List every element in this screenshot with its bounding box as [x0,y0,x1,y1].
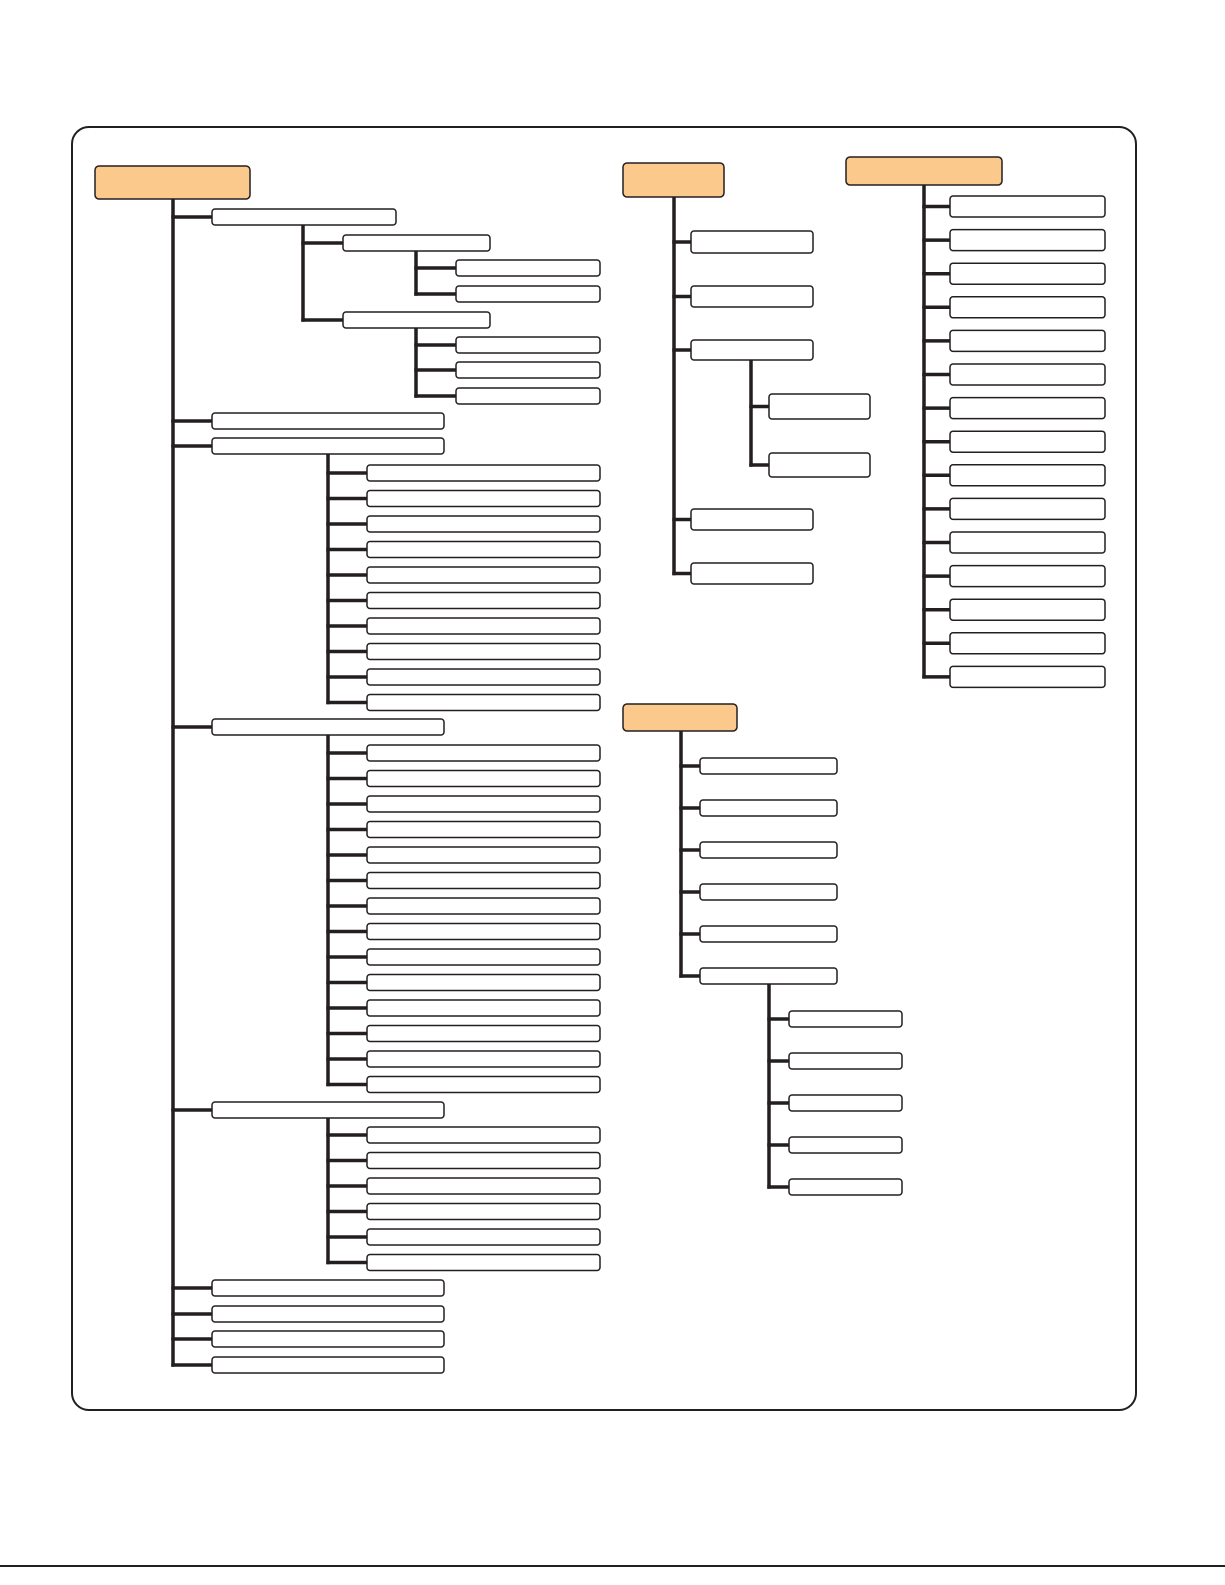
tree-node [367,873,600,889]
node-box [950,498,1105,519]
tree-node [367,567,600,583]
tree-node [367,771,600,787]
node-box [367,1127,600,1143]
node-box [769,453,870,477]
tree-node [367,1229,600,1245]
node-box [950,532,1105,553]
tree-node [367,949,600,965]
node-box [456,337,600,353]
node-box [950,431,1105,452]
tree-node [212,1102,444,1118]
tree-node [950,263,1105,284]
tree-node [950,398,1105,419]
node-box [367,593,600,609]
node-box [367,873,600,889]
node-box [212,719,444,735]
tree-node [691,286,813,307]
tree-node [456,388,600,404]
tree-node [950,297,1105,318]
tree-node [789,1179,902,1195]
node-box [367,1153,600,1169]
node-box [950,465,1105,486]
node-box [367,1000,600,1016]
node-box [367,1178,600,1194]
node-box [212,1102,444,1118]
tree-node [950,465,1105,486]
tree-node [700,884,837,900]
tree-node [950,196,1105,217]
node-box [691,231,813,253]
tree-node [789,1011,902,1027]
tree-node [950,566,1105,587]
tree-root-node [846,157,1002,185]
tree-node [367,1077,600,1093]
tree-node [212,438,444,454]
tree-node [769,394,870,419]
tree-node [700,758,837,774]
tree-node [950,599,1105,620]
tree-node [950,666,1105,687]
tree-node [367,745,600,761]
node-box [367,644,600,660]
node-box [367,695,600,711]
tree-node [212,413,444,429]
tree-node [367,695,600,711]
tree-node [367,1127,600,1143]
tree-node [343,235,490,251]
tree-node [769,453,870,477]
node-box [456,362,600,378]
tree-node [950,230,1105,251]
node-box [367,898,600,914]
tree-node [700,968,837,984]
node-box [212,1331,444,1347]
node-box [691,286,813,307]
node-box [367,516,600,532]
root-box [623,704,737,731]
node-box [367,1051,600,1067]
tree-node [212,719,444,735]
tree-node [691,231,813,253]
node-box [950,330,1105,351]
node-box [789,1179,902,1195]
node-box [691,340,813,360]
node-box [343,235,490,251]
tree-node [950,633,1105,654]
tree-node [367,1204,600,1220]
tree-node [700,842,837,858]
tree-node [367,796,600,812]
tree-node [691,563,813,584]
tree-node [950,330,1105,351]
tree-node [367,924,600,940]
tree-node [367,847,600,863]
node-box [456,260,600,276]
node-box [212,1306,444,1322]
node-box [950,263,1105,284]
node-box [700,758,837,774]
tree-node [691,509,813,530]
tree-node [789,1137,902,1153]
node-box [700,842,837,858]
tree-nodes [95,157,1105,1373]
tree-node [212,1306,444,1322]
tree-node [367,1153,600,1169]
node-box [367,1204,600,1220]
page-bottom-rule [0,1565,1225,1567]
node-box [212,438,444,454]
node-box [456,286,600,302]
node-box [700,968,837,984]
node-box [367,796,600,812]
tree-node [343,312,490,328]
tree-node [367,593,600,609]
node-box [367,1255,600,1271]
tree-node [691,340,813,360]
tree-node [789,1095,902,1111]
node-box [367,465,600,481]
node-box [950,398,1105,419]
tree-node [367,1255,600,1271]
tree-node [950,364,1105,385]
tree-node [950,498,1105,519]
node-box [367,542,600,558]
node-box [691,509,813,530]
tree-node [367,669,600,685]
tree-node [367,1000,600,1016]
node-box [789,1137,902,1153]
node-box [700,800,837,816]
tree-node [367,516,600,532]
node-box [212,209,396,225]
tree-node [212,209,396,225]
root-box [95,166,250,199]
node-box [367,491,600,507]
node-box [367,949,600,965]
node-box [367,745,600,761]
node-box [789,1053,902,1069]
tree-node [456,286,600,302]
node-box [950,599,1105,620]
node-box [700,926,837,942]
tree-root-node [95,166,250,199]
tree-node [367,542,600,558]
tree-node [212,1280,444,1296]
node-box [700,884,837,900]
node-box [950,566,1105,587]
node-box [367,567,600,583]
node-box [456,388,600,404]
tree-node [367,898,600,914]
node-box [769,394,870,419]
node-box [950,297,1105,318]
tree-node [367,618,600,634]
node-box [367,771,600,787]
node-box [367,822,600,838]
node-box [950,364,1105,385]
tree-node [367,1178,600,1194]
tree-node [367,465,600,481]
node-box [343,312,490,328]
root-box [846,157,1002,185]
node-box [950,666,1105,687]
node-box [367,1229,600,1245]
node-box [367,1026,600,1042]
tree-node [456,362,600,378]
node-box [367,618,600,634]
node-box [212,413,444,429]
tree-node [789,1053,902,1069]
tree-node [456,337,600,353]
tree-node [456,260,600,276]
tree-node [367,822,600,838]
node-box [950,633,1105,654]
tree-node [950,532,1105,553]
node-box [367,847,600,863]
node-box [950,230,1105,251]
node-box [367,924,600,940]
tree-node [367,644,600,660]
tree-node [700,926,837,942]
tree-node [950,431,1105,452]
tree-node [212,1331,444,1347]
tree-root-node [623,163,724,197]
node-box [691,563,813,584]
root-box [623,163,724,197]
tree-node [700,800,837,816]
node-box [950,196,1105,217]
tree-node [367,1051,600,1067]
node-box [789,1095,902,1111]
tree-node [367,1026,600,1042]
tree-node [212,1357,444,1373]
tree-node [367,975,600,991]
tree-node [367,491,600,507]
node-box [367,1077,600,1093]
tree-root-node [623,704,737,731]
node-box [367,975,600,991]
node-box [789,1011,902,1027]
node-box [212,1280,444,1296]
node-box [212,1357,444,1373]
node-box [367,669,600,685]
